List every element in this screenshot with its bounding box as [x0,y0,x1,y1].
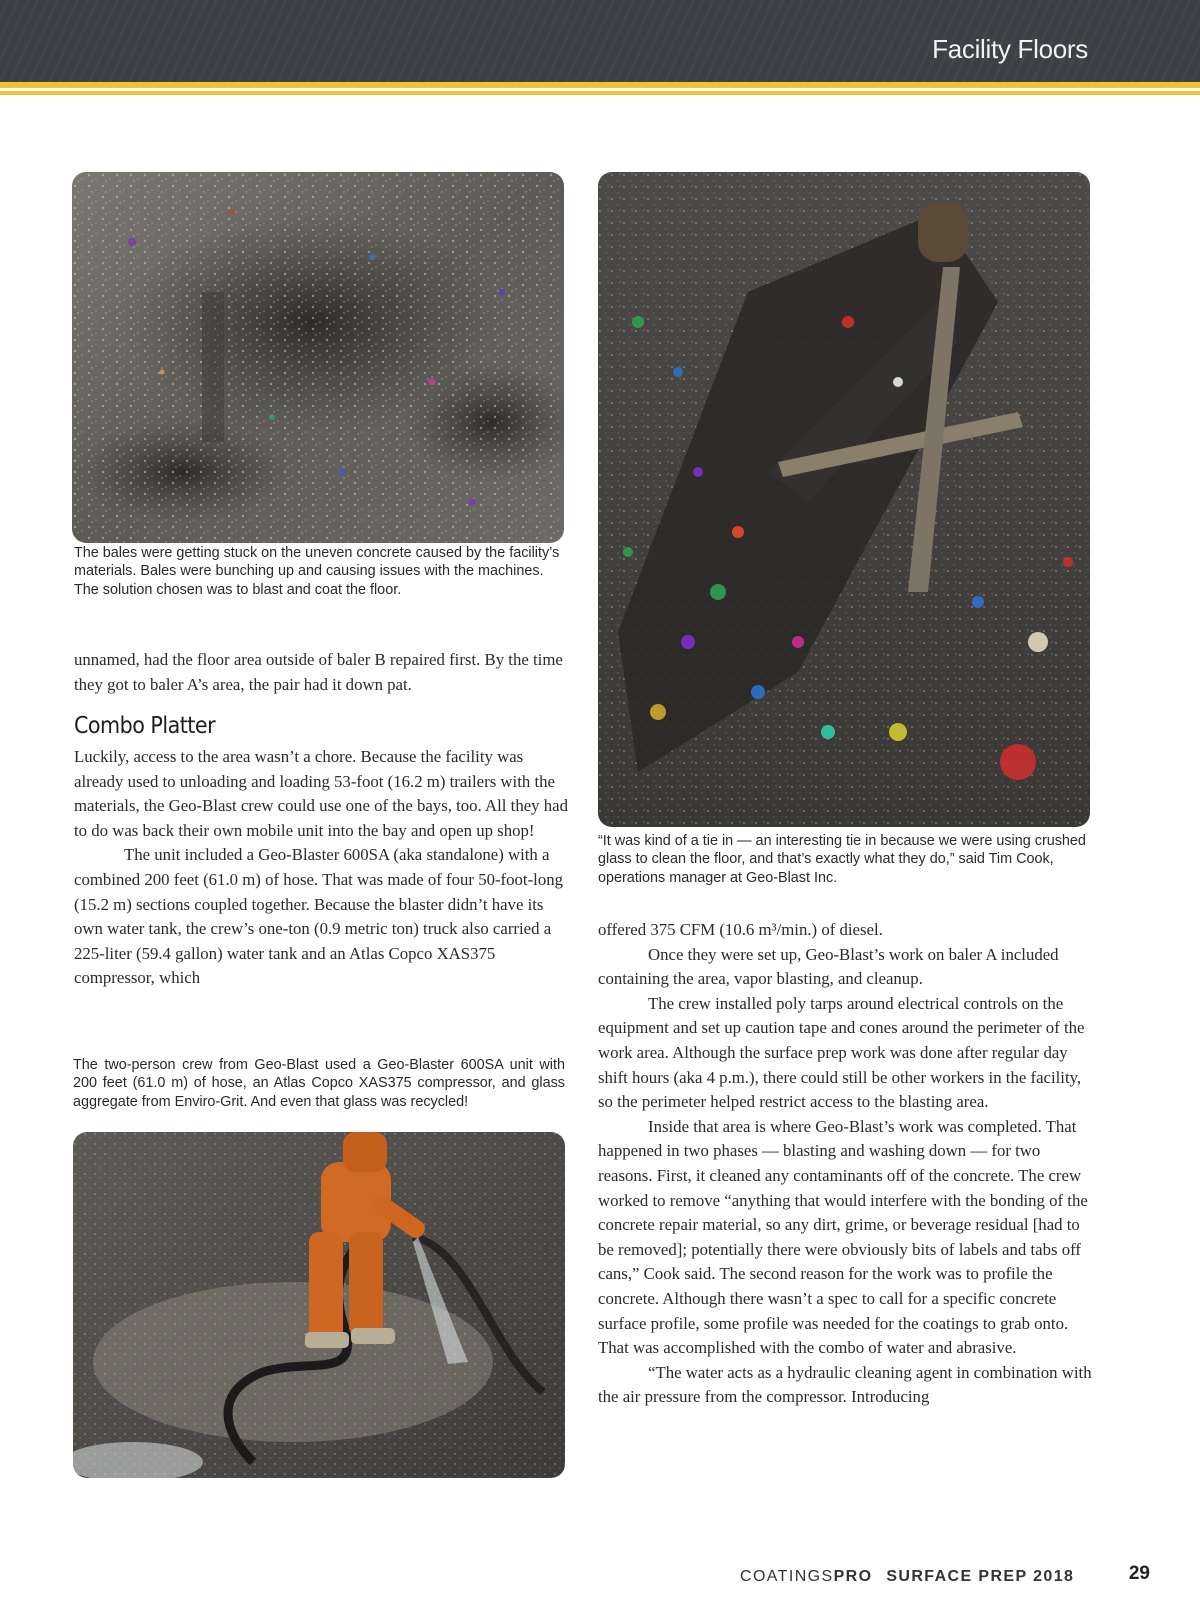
publication-name-pro: PRO [833,1568,873,1585]
article-text-left [74,745,574,991]
photo-caption: “It was kind of a tie in — an interesting tie in because we were using crushed glass to clean the floor, and that’s exactly what they do,” said Tim Cook, operations manager at Geo-Blast Inc. [598,833,1086,886]
paragraph: Luckily, access to the area wasn’t a chore. Because the facility was already used to unloading and loading 53-foot (16.2 m) trailers with the materials, the Geo-Blast crew could use one of the bays, too. All they had to do was back their own mobile unit into the bay and open up shop! [74,747,568,840]
photo-caption: The two-person crew from Geo-Blast used a Geo-Blaster 600SA unit with 200 feet (61.0 m) of hose, an Atlas Copco XAS375 compressor, and glass aggregate from Enviro-Grit. And even that glass was recycled! [73,1057,565,1110]
paragraph: The crew installed poly tarps around electrical controls on the equipment and set up caution tape and cones around the perimeter of the work area. Although the surface prep work was done after regular day shift hours (aka 4 p.m.), there could still be other workers in the facility, so the perimeter helped restrict access to the blasting area. [598,993,1085,1112]
section-heading: Combo Platter [74,713,216,739]
paragraph: The unit included a Geo-Blaster 600SA (aka standalone) with a combined 200 feet (61.0 m) of hose. That was made of four 50-foot-long (15.2 m) sections coupled together. Because the blaster didn’t have its own water tank, the crew’s one-ton (0.9 metric ton) truck also carried a 225-liter (59.4 gallon) water tank and an Atlas Copco XAS375 compressor, which [74,845,564,988]
paragraph: “The water acts as a hydraulic cleaning agent in combination with the air pressure from the compressor. Introducing [598,1362,1092,1407]
paragraph: unnamed, had the floor area outside of baler B repaired first. By the time they got to baler A’s area, the pair had it down pat. [74,650,563,694]
article-text-right [598,918,1098,1410]
section-title: Facility Floors [932,34,1088,64]
paragraph: offered 375 CFM (10.6 m³/min.) of diesel. [598,920,883,939]
accent-rule-lower [0,91,1200,95]
article-text-left-top [74,648,574,697]
issue-name: SURFACE PREP 2018 [886,1568,1075,1585]
footer-publication [740,1568,1075,1586]
paragraph: Inside that area is where Geo-Blast’s work was completed. That happened in two phases — blasting and washing down — for two reasons. First, it cleaned any contaminants off of the concrete. The crew worked to remove “anything that would interfere with the bonding of the concrete repair material, so any dirt, grime, or beverage residual [had to be removed]; potentially there were obviously bits of labels and tabs off cans,” Cook said. The second reason for the work was to profile the concrete. Although there wasn’t a spec to call for a specific concrete surface profile, some profile was needed for the coatings to grab onto. That was accomplished with the combo of water and abrasive. [598,1116,1088,1358]
wet-concrete-floor-photo [72,172,564,543]
page-number: 29 [1128,1563,1150,1584]
worker-blasting-photo [73,1132,565,1478]
paragraph: Once they were set up, Geo-Blast’s work on baler A included containing the area, vapor blasting, and cleanup. [598,944,1059,989]
publication-name: COATINGS [740,1568,834,1585]
photo-caption: The bales were getting stuck on the uneven concrete caused by the facility’s materials. Bales were bunching up and causing issues with the machines. The solution chosen was to blast and coat the floor. [74,545,560,598]
debris-trench-photo [598,172,1090,827]
